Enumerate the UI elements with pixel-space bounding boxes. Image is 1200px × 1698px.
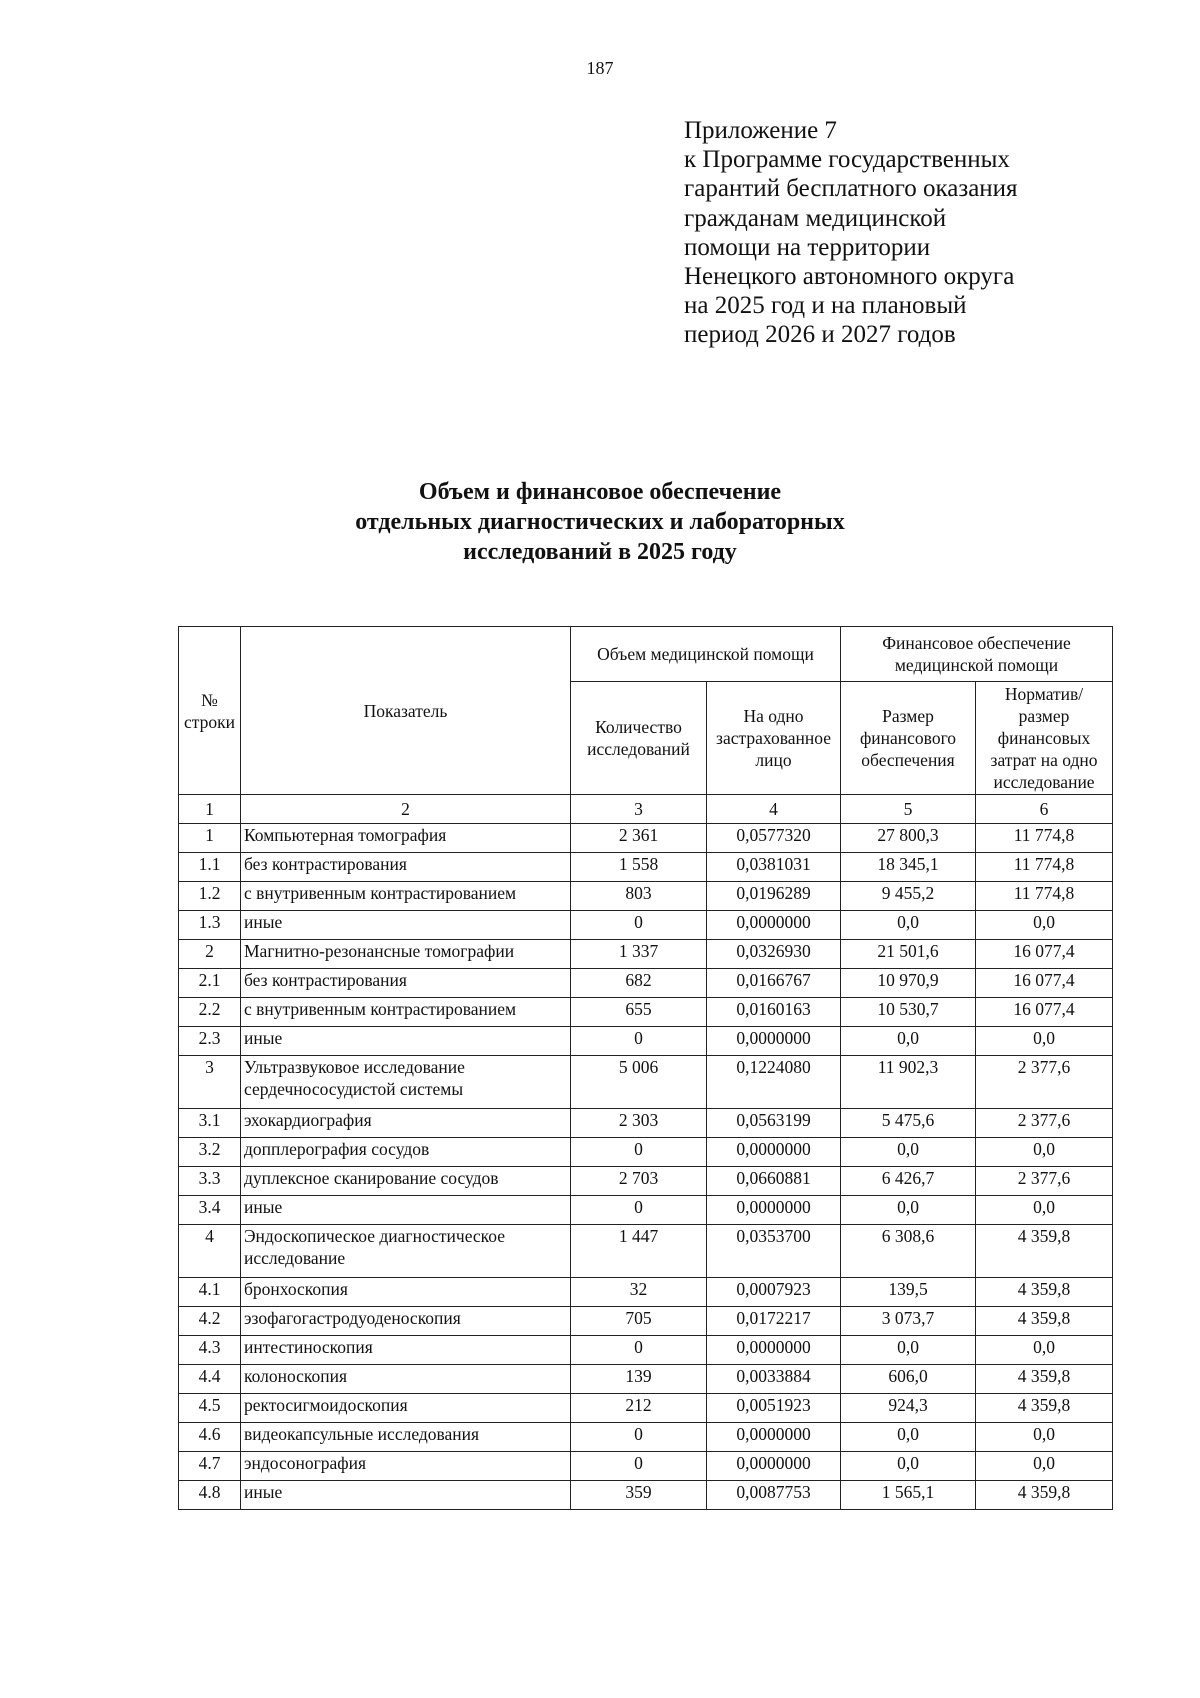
finance-cell: 6 426,7 <box>841 1167 976 1196</box>
norm-cell: 16 077,4 <box>976 940 1113 969</box>
count-cell: 32 <box>571 1278 707 1307</box>
norm-cell: 0,0 <box>976 1196 1113 1225</box>
header-norm: Норматив/ размер финансовых затрат на одно исследование <box>976 682 1113 795</box>
table-row <box>179 1365 1113 1394</box>
row-number-cell: 4.8 <box>179 1481 241 1510</box>
appendix-line: гражданам медицинской <box>684 204 947 232</box>
count-cell: 1 558 <box>571 853 707 882</box>
column-number: 3 <box>571 795 707 824</box>
appendix-line: к Программе государственных <box>684 146 1010 174</box>
indicator-cell: бронхоскопия <box>241 1278 571 1307</box>
per-insured-cell: 0,0326930 <box>707 940 841 969</box>
norm-cell: 11 774,8 <box>976 882 1113 911</box>
finance-cell: 11 902,3 <box>841 1056 976 1109</box>
row-number-cell: 3.2 <box>179 1138 241 1167</box>
norm-cell: 0,0 <box>976 911 1113 940</box>
finance-cell: 10 530,7 <box>841 998 976 1027</box>
per-insured-cell: 0,0051923 <box>707 1394 841 1423</box>
norm-cell: 4 359,8 <box>976 1365 1113 1394</box>
indicator-cell: дуплексное сканирование сосудов <box>241 1167 571 1196</box>
column-numbers-row <box>179 795 1113 824</box>
finance-cell: 0,0 <box>841 1138 976 1167</box>
count-cell: 359 <box>571 1481 707 1510</box>
row-number-cell: 2 <box>179 940 241 969</box>
column-number: 1 <box>179 795 241 824</box>
indicator-cell: допплерография сосудов <box>241 1138 571 1167</box>
norm-cell: 0,0 <box>976 1336 1113 1365</box>
table-row <box>179 1481 1113 1510</box>
row-number-cell: 4 <box>179 1225 241 1278</box>
count-cell: 655 <box>571 998 707 1027</box>
finance-cell: 18 345,1 <box>841 853 976 882</box>
title-line: отдельных диагностических и лабораторных <box>355 509 845 535</box>
finance-cell: 0,0 <box>841 911 976 940</box>
header-per-insured: На одно застрахованное лицо <box>707 682 841 795</box>
per-insured-cell: 0,0000000 <box>707 1452 841 1481</box>
document-title <box>0 477 1200 567</box>
column-number: 6 <box>976 795 1113 824</box>
count-cell: 0 <box>571 1027 707 1056</box>
per-insured-cell: 0,0000000 <box>707 1027 841 1056</box>
column-number: 4 <box>707 795 841 824</box>
appendix-line: помощи на территории <box>684 233 931 261</box>
count-cell: 0 <box>571 1138 707 1167</box>
norm-cell: 0,0 <box>976 1423 1113 1452</box>
indicator-cell: видеокапсульные исследования <box>241 1423 571 1452</box>
table-row <box>179 1423 1113 1452</box>
table-row <box>179 1109 1113 1138</box>
finance-cell: 21 501,6 <box>841 940 976 969</box>
indicator-cell: эхокардиография <box>241 1109 571 1138</box>
count-cell: 803 <box>571 882 707 911</box>
header-row-1 <box>179 627 1113 682</box>
indicator-cell: эндосонография <box>241 1452 571 1481</box>
appendix-line: период 2026 и 2027 годов <box>684 321 956 349</box>
count-cell: 1 447 <box>571 1225 707 1278</box>
appendix-line: Ненецкого автономного округа <box>684 263 1015 291</box>
indicator-cell: интестиноскопия <box>241 1336 571 1365</box>
appendix-note <box>684 116 1104 350</box>
row-number-cell: 1.2 <box>179 882 241 911</box>
indicator-cell: иные <box>241 1196 571 1225</box>
header-volume-group: Объем медицинской помощи <box>571 627 841 682</box>
count-cell: 2 703 <box>571 1167 707 1196</box>
finance-cell: 0,0 <box>841 1027 976 1056</box>
finance-cell: 0,0 <box>841 1452 976 1481</box>
table-row <box>179 824 1113 853</box>
table-row <box>179 940 1113 969</box>
header-count: Количество исследований <box>571 682 707 795</box>
indicator-cell: ректосигмоидоскопия <box>241 1394 571 1423</box>
per-insured-cell: 0,0087753 <box>707 1481 841 1510</box>
norm-cell: 2 377,6 <box>976 1167 1113 1196</box>
row-number-cell: 1.3 <box>179 911 241 940</box>
row-number-cell: 4.4 <box>179 1365 241 1394</box>
column-number: 5 <box>841 795 976 824</box>
indicator-cell: без контрастирования <box>241 969 571 998</box>
row-number-cell: 2.2 <box>179 998 241 1027</box>
norm-cell: 2 377,6 <box>976 1109 1113 1138</box>
table-row <box>179 911 1113 940</box>
row-number-cell: 3.3 <box>179 1167 241 1196</box>
per-insured-cell: 0,0007923 <box>707 1278 841 1307</box>
indicator-cell: иные <box>241 1481 571 1510</box>
indicator-cell: Магнитно-резонансные томографии <box>241 940 571 969</box>
norm-cell: 16 077,4 <box>976 998 1113 1027</box>
row-number-cell: 4.7 <box>179 1452 241 1481</box>
table-row <box>179 1225 1113 1278</box>
finance-cell: 27 800,3 <box>841 824 976 853</box>
table-row <box>179 1394 1113 1423</box>
count-cell: 682 <box>571 969 707 998</box>
finance-cell: 6 308,6 <box>841 1225 976 1278</box>
per-insured-cell: 0,0000000 <box>707 911 841 940</box>
appendix-line: Приложение 7 <box>684 117 837 144</box>
table-row <box>179 1452 1113 1481</box>
indicator-cell: эзофагогастродуоденоскопия <box>241 1307 571 1336</box>
indicator-cell: Ультразвуковое исследование сердечнососудистой системы <box>241 1056 571 1109</box>
indicator-cell: колоноскопия <box>241 1365 571 1394</box>
norm-cell: 0,0 <box>976 1452 1113 1481</box>
indicator-cell: с внутривенным контрастированием <box>241 998 571 1027</box>
header-indicator: Показатель <box>241 627 571 795</box>
finance-cell: 5 475,6 <box>841 1109 976 1138</box>
indicator-cell: с внутривенным контрастированием <box>241 882 571 911</box>
norm-cell: 11 774,8 <box>976 824 1113 853</box>
finance-cell: 0,0 <box>841 1196 976 1225</box>
norm-cell: 4 359,8 <box>976 1481 1113 1510</box>
norm-cell: 11 774,8 <box>976 853 1113 882</box>
per-insured-cell: 0,0033884 <box>707 1365 841 1394</box>
finance-cell: 606,0 <box>841 1365 976 1394</box>
count-cell: 212 <box>571 1394 707 1423</box>
row-number-cell: 4.2 <box>179 1307 241 1336</box>
row-number-cell: 3.4 <box>179 1196 241 1225</box>
finance-cell: 0,0 <box>841 1336 976 1365</box>
table-row <box>179 1167 1113 1196</box>
count-cell: 705 <box>571 1307 707 1336</box>
per-insured-cell: 0,0563199 <box>707 1109 841 1138</box>
diagnostics-table <box>178 626 1113 1510</box>
norm-cell: 4 359,8 <box>976 1225 1113 1278</box>
header-finance-size: Размер финансового обеспечения <box>841 682 976 795</box>
page-number: 187 <box>586 58 614 78</box>
count-cell: 0 <box>571 1336 707 1365</box>
table-row <box>179 1196 1113 1225</box>
norm-cell: 4 359,8 <box>976 1278 1113 1307</box>
per-insured-cell: 0,0660881 <box>707 1167 841 1196</box>
row-number-cell: 3.1 <box>179 1109 241 1138</box>
table-row <box>179 1138 1113 1167</box>
per-insured-cell: 0,0577320 <box>707 824 841 853</box>
header-finance-group: Финансовое обеспечение медицинской помощи <box>841 627 1113 682</box>
per-insured-cell: 0,0000000 <box>707 1138 841 1167</box>
indicator-cell: иные <box>241 911 571 940</box>
count-cell: 1 337 <box>571 940 707 969</box>
finance-cell: 3 073,7 <box>841 1307 976 1336</box>
row-number-cell: 1 <box>179 824 241 853</box>
row-number-cell: 2.1 <box>179 969 241 998</box>
appendix-line: гарантий бесплатного оказания <box>684 175 1018 203</box>
per-insured-cell: 0,0000000 <box>707 1196 841 1225</box>
row-number-cell: 4.1 <box>179 1278 241 1307</box>
table-row <box>179 1307 1113 1336</box>
row-number-cell: 4.5 <box>179 1394 241 1423</box>
finance-cell: 0,0 <box>841 1423 976 1452</box>
count-cell: 0 <box>571 911 707 940</box>
table-row <box>179 1278 1113 1307</box>
count-cell: 2 361 <box>571 824 707 853</box>
per-insured-cell: 0,0196289 <box>707 882 841 911</box>
per-insured-cell: 0,0166767 <box>707 969 841 998</box>
per-insured-cell: 0,0160163 <box>707 998 841 1027</box>
table-row <box>179 1056 1113 1109</box>
count-cell: 2 303 <box>571 1109 707 1138</box>
title-line: исследований в 2025 году <box>463 539 737 565</box>
finance-cell: 1 565,1 <box>841 1481 976 1510</box>
column-number: 2 <box>241 795 571 824</box>
header-row-number: № строки <box>179 627 241 795</box>
table-row <box>179 1336 1113 1365</box>
row-number-cell: 2.3 <box>179 1027 241 1056</box>
indicator-cell: иные <box>241 1027 571 1056</box>
norm-cell: 0,0 <box>976 1027 1113 1056</box>
count-cell: 5 006 <box>571 1056 707 1109</box>
per-insured-cell: 0,0172217 <box>707 1307 841 1336</box>
norm-cell: 4 359,8 <box>976 1394 1113 1423</box>
row-number-cell: 1.1 <box>179 853 241 882</box>
per-insured-cell: 0,0353700 <box>707 1225 841 1278</box>
table-row <box>179 998 1113 1027</box>
norm-cell: 16 077,4 <box>976 969 1113 998</box>
row-number-cell: 3 <box>179 1056 241 1109</box>
per-insured-cell: 0,0000000 <box>707 1336 841 1365</box>
per-insured-cell: 0,0381031 <box>707 853 841 882</box>
indicator-cell: Компьютерная томография <box>241 824 571 853</box>
appendix-line: на 2025 год и на плановый <box>684 292 967 320</box>
norm-cell: 2 377,6 <box>976 1056 1113 1109</box>
count-cell: 0 <box>571 1196 707 1225</box>
indicator-cell: Эндоскопическое диагностическое исследование <box>241 1225 571 1278</box>
finance-cell: 139,5 <box>841 1278 976 1307</box>
finance-cell: 924,3 <box>841 1394 976 1423</box>
table-row <box>179 882 1113 911</box>
norm-cell: 0,0 <box>976 1138 1113 1167</box>
count-cell: 139 <box>571 1365 707 1394</box>
title-line: Объем и финансовое обеспечение <box>418 479 782 505</box>
row-number-cell: 4.3 <box>179 1336 241 1365</box>
per-insured-cell: 0,0000000 <box>707 1423 841 1452</box>
per-insured-cell: 0,1224080 <box>707 1056 841 1109</box>
count-cell: 0 <box>571 1452 707 1481</box>
row-number-cell: 4.6 <box>179 1423 241 1452</box>
indicator-cell: без контрастирования <box>241 853 571 882</box>
table-row <box>179 969 1113 998</box>
finance-cell: 9 455,2 <box>841 882 976 911</box>
count-cell: 0 <box>571 1423 707 1452</box>
table-row <box>179 853 1113 882</box>
table-row <box>179 1027 1113 1056</box>
norm-cell: 4 359,8 <box>976 1307 1113 1336</box>
finance-cell: 10 970,9 <box>841 969 976 998</box>
